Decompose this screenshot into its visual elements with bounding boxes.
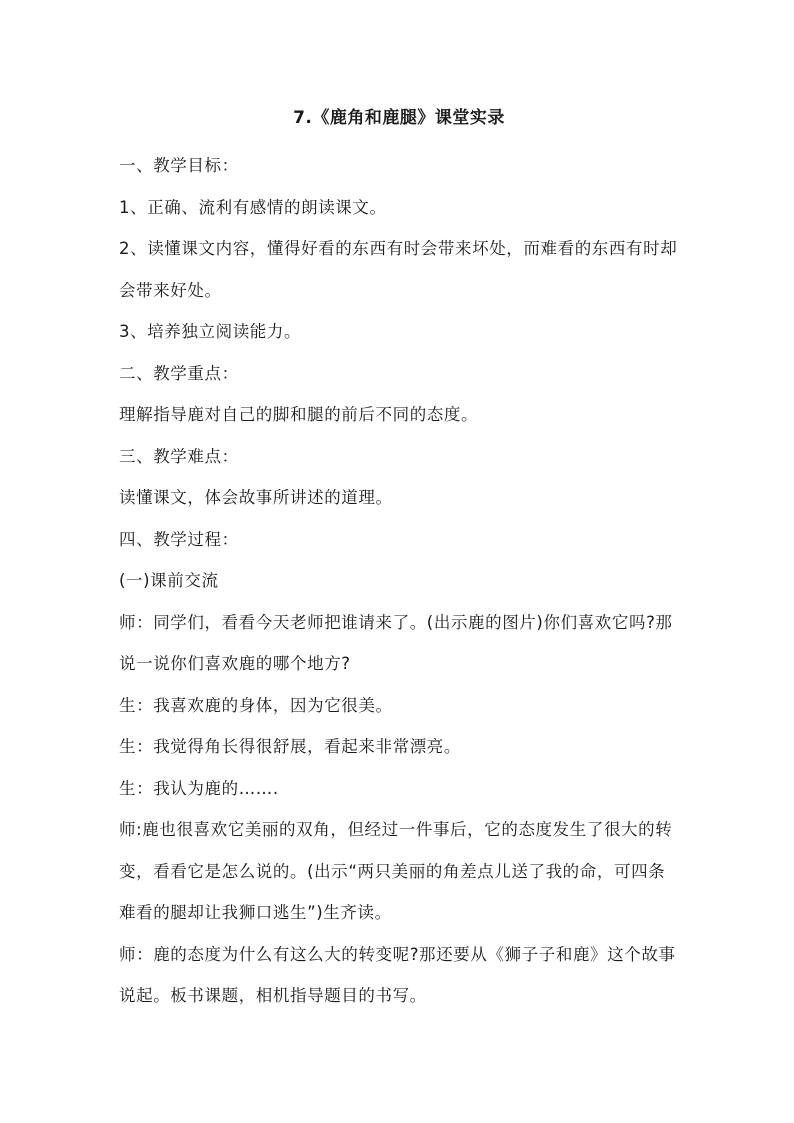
dialogue-student-3: 生：我认为鹿的……. xyxy=(119,778,279,798)
section-heading-key-points: 二、教学重点： xyxy=(119,363,239,383)
dialogue-teacher-1: 师：同学们，看看今天老师把谁请来了。(出示鹿的图片)你们喜欢它吗?那说一说你们喜欢鹿的哪个地方? xyxy=(119,612,673,673)
dialogue-student-1: 生：我喜欢鹿的身体，因为它很美。 xyxy=(119,695,393,715)
dialogue-teacher-2: 师:鹿也很喜欢它美丽的双角，但经过一件事后，它的态度发生了很大的转变，看看它是怎么说的。(出示“两只美丽的角差点儿送了我的命，可四条难看的腿却让我狮口逃生”)生齐读。 xyxy=(119,820,673,922)
key-points-text: 理解指导鹿对自己的脚和腿的前后不同的态度。 xyxy=(119,405,479,424)
dialogue-student-2: 生：我觉得角长得很舒展，看起来非常漂亮。 xyxy=(119,737,461,756)
document-body xyxy=(119,104,679,1017)
section-heading-process: 四、教学过程： xyxy=(119,529,239,549)
difficulties-text: 读懂课文，体会故事所讲述的道理。 xyxy=(119,488,393,507)
section-heading-difficulties: 三、教学难点： xyxy=(119,446,239,466)
objective-item-3: 3、培养独立阅读能力。 xyxy=(119,322,302,341)
section-heading-objectives: 一、教学目标： xyxy=(119,156,239,175)
objective-item-2: 2、读懂课文内容，懂得好看的东西有时会带来坏处，而难看的东西有时却会带来好处。 xyxy=(119,239,678,300)
dialogue-teacher-3: 师：鹿的态度为什么有这么大的转变呢?那还要从《狮子子和鹿》这个故事说起。板书课题，相机指导题目的书写。 xyxy=(119,944,676,1005)
subsection-heading-pre-class: (一)课前交流 xyxy=(119,571,219,590)
objective-item-1: 1、正确、流利有感情的朗读课文。 xyxy=(119,197,387,217)
document-title: 7.《鹿角和鹿腿》课堂实录 xyxy=(293,108,505,128)
